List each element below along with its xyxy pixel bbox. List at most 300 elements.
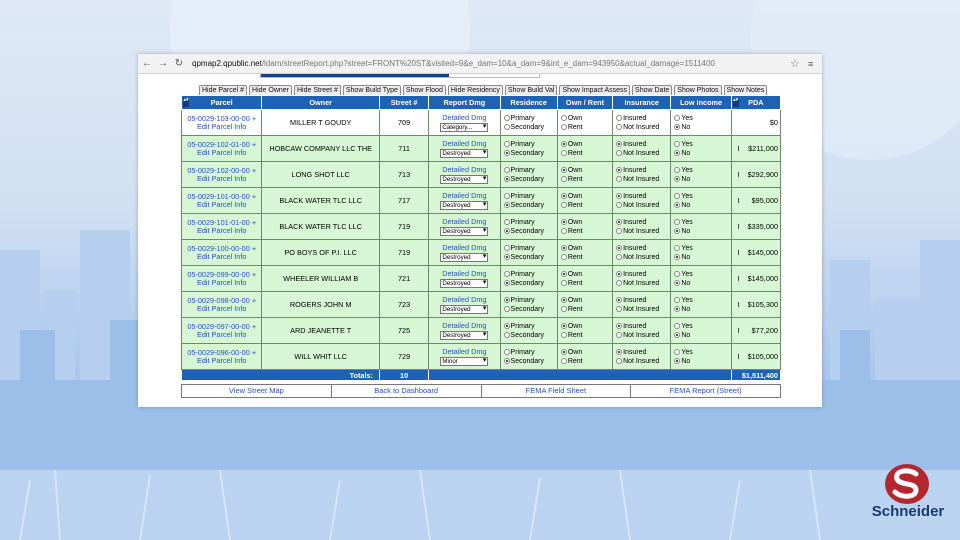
low-option[interactable]	[674, 114, 730, 123]
radio-button-icon[interactable]	[504, 332, 510, 338]
detailed-damage-link[interactable]: Detailed Dmg	[442, 113, 487, 122]
radio-button-icon[interactable]	[504, 280, 510, 286]
ins-option[interactable]	[616, 114, 670, 123]
radio-label: Primary	[510, 166, 535, 174]
radio-button-icon[interactable]	[561, 219, 567, 225]
parcel-cell	[182, 240, 262, 266]
radio-label: Primary	[510, 244, 535, 252]
own-radio-group	[557, 318, 612, 344]
res-option[interactable]	[504, 322, 557, 331]
radio-button-icon[interactable]	[561, 332, 567, 338]
radio-button-icon[interactable]	[561, 280, 567, 286]
detailed-damage-link[interactable]: Detailed Dmg	[442, 243, 487, 252]
radio-button-icon[interactable]	[504, 193, 510, 199]
radio-button-icon[interactable]	[561, 245, 567, 251]
low-option[interactable]	[674, 253, 730, 262]
radio-button-icon[interactable]	[674, 202, 680, 208]
pda-value: $292,900	[747, 170, 778, 179]
res-option[interactable]	[504, 201, 557, 210]
radio-button-icon[interactable]	[674, 176, 680, 182]
radio-button-icon[interactable]	[561, 306, 567, 312]
fema-report-link[interactable]: FEMA Report (Street)	[669, 386, 742, 395]
edit-parcel-link[interactable]: Edit Parcel Info	[196, 147, 247, 157]
res-option[interactable]	[504, 279, 557, 288]
low-option[interactable]	[674, 322, 730, 331]
damage-select[interactable]: Destroyed ▾	[440, 227, 488, 236]
street-number-cell: 721	[379, 266, 428, 292]
parcel-cell	[182, 318, 262, 344]
toggle-button-3[interactable]: Show Build Type	[343, 85, 401, 97]
totals-spacer	[429, 370, 731, 381]
ins-option[interactable]	[616, 279, 670, 288]
damage-select[interactable]: Minor ▾	[440, 357, 488, 366]
totals-row	[182, 370, 781, 381]
ins-option[interactable]	[616, 296, 670, 305]
detailed-damage-link[interactable]: Detailed Dmg	[442, 165, 487, 174]
res-option[interactable]	[504, 253, 557, 262]
parcel-number-link[interactable]: 05-0029-102-00-00 +	[187, 165, 257, 175]
parcel-number-link[interactable]: 05-0029-101-01-00 +	[187, 217, 257, 227]
ins-radio-group	[613, 344, 671, 370]
radio-button-icon[interactable]	[616, 228, 622, 234]
report-damage-cell	[429, 344, 500, 370]
radio-label: Yes	[681, 140, 693, 148]
res-option[interactable]	[504, 357, 557, 366]
radio-button-icon[interactable]	[674, 193, 680, 199]
parcel-number-link[interactable]: 05-0029-100-00-00 +	[187, 243, 257, 253]
radio-label: Secondary	[510, 279, 545, 287]
low-option[interactable]	[674, 192, 730, 201]
column-header-3[interactable]	[429, 96, 500, 110]
own-option[interactable]	[561, 296, 612, 305]
own-radio-group	[557, 266, 612, 292]
own-option[interactable]	[561, 357, 612, 366]
res-option[interactable]	[504, 166, 557, 175]
edit-parcel-link[interactable]: Edit Parcel Info	[196, 199, 247, 209]
parcel-number-link[interactable]: 05-0029-097-00-00 +	[187, 321, 257, 331]
radio-label: Rent	[567, 227, 583, 235]
low-option[interactable]	[674, 348, 730, 357]
radio-button-icon[interactable]	[504, 358, 510, 364]
res-option[interactable]	[504, 331, 557, 340]
radio-button-icon[interactable]	[504, 176, 510, 182]
pda-value: $77,200	[751, 326, 778, 335]
reload-icon[interactable]: ↻	[174, 58, 184, 69]
pda-value: $105,000	[747, 352, 778, 361]
radio-button-icon[interactable]	[561, 228, 567, 234]
res-option[interactable]	[504, 218, 557, 227]
column-header-label: Own / Rent	[565, 98, 605, 107]
detailed-damage-link[interactable]: Detailed Dmg	[442, 139, 487, 148]
radio-button-icon[interactable]	[504, 349, 510, 355]
toggle-button-1[interactable]: Hide Owner	[249, 85, 292, 97]
detailed-damage-link[interactable]: Detailed Dmg	[442, 217, 487, 226]
low-option[interactable]	[674, 270, 730, 279]
table-row	[182, 162, 781, 188]
radio-label: Primary	[510, 270, 535, 278]
pda-marker: I	[737, 352, 740, 361]
menu-icon[interactable]: ≡	[808, 58, 814, 69]
radio-button-icon[interactable]	[616, 219, 622, 225]
radio-button-icon[interactable]	[616, 297, 622, 303]
detailed-damage-link[interactable]: Detailed Dmg	[442, 269, 487, 278]
parcel-number-link[interactable]: 05-0029-103-00-00 +	[187, 113, 257, 123]
res-option[interactable]	[504, 175, 557, 184]
radio-button-icon[interactable]	[674, 323, 680, 329]
radio-button-icon[interactable]	[616, 176, 622, 182]
pda-cell	[731, 162, 780, 188]
ins-option[interactable]	[616, 331, 670, 340]
parcel-number-link[interactable]: 05-0029-099-00-00 +	[187, 269, 257, 279]
own-option[interactable]	[561, 270, 612, 279]
own-option[interactable]	[561, 253, 612, 262]
url-field[interactable]	[192, 59, 790, 68]
edit-parcel-link[interactable]: Edit Parcel Info	[196, 121, 247, 131]
radio-button-icon[interactable]	[674, 219, 680, 225]
low-option[interactable]	[674, 244, 730, 253]
table-row	[182, 292, 781, 318]
own-option[interactable]	[561, 227, 612, 236]
radio-label: No	[681, 175, 691, 183]
column-header-7[interactable]	[671, 96, 731, 110]
radio-button-icon[interactable]	[504, 141, 510, 147]
parcel-number-link[interactable]: 05-0029-101-00-00 +	[187, 191, 257, 201]
ins-radio-group	[613, 162, 671, 188]
radio-label: Primary	[510, 296, 535, 304]
radio-button-icon[interactable]	[561, 254, 567, 260]
radio-label: Rent	[567, 253, 583, 261]
own-option[interactable]	[561, 192, 612, 201]
radio-button-icon[interactable]	[616, 124, 622, 130]
radio-button-icon[interactable]	[561, 297, 567, 303]
own-option[interactable]	[561, 166, 612, 175]
radio-button-icon[interactable]	[561, 193, 567, 199]
ins-option[interactable]	[616, 348, 670, 357]
toggle-button-4[interactable]: Show Flood	[403, 85, 446, 97]
res-option[interactable]	[504, 348, 557, 357]
radio-button-icon[interactable]	[561, 271, 567, 277]
street-number-cell: 729	[379, 344, 428, 370]
radio-label: Yes	[681, 244, 693, 252]
res-option[interactable]	[504, 244, 557, 253]
edit-parcel-link[interactable]: Edit Parcel Info	[196, 329, 247, 339]
ins-option[interactable]	[616, 227, 670, 236]
back-icon[interactable]: ←	[142, 58, 152, 69]
parcel-cell	[182, 110, 262, 136]
pda-value: $105,300	[747, 300, 778, 309]
ins-option[interactable]	[616, 218, 670, 227]
radio-button-icon[interactable]	[616, 349, 622, 355]
res-option[interactable]	[504, 114, 557, 123]
sort-arrows-icon[interactable]: ▴▾	[183, 98, 189, 107]
column-header-4[interactable]	[500, 96, 557, 110]
damage-select[interactable]: Destroyed ▾	[440, 175, 488, 184]
radio-button-icon[interactable]	[674, 349, 680, 355]
report-damage-cell	[429, 292, 500, 318]
radio-button-icon[interactable]	[561, 358, 567, 364]
own-option[interactable]	[561, 244, 612, 253]
res-option[interactable]	[504, 270, 557, 279]
report-damage-cell	[429, 188, 500, 214]
radio-label: Primary	[510, 140, 535, 148]
own-option[interactable]	[561, 140, 612, 149]
toggle-button-5[interactable]: Hide Residency	[448, 85, 503, 97]
radio-button-icon[interactable]	[561, 176, 567, 182]
street-number-cell: 719	[379, 214, 428, 240]
radio-button-icon[interactable]	[504, 202, 510, 208]
res-option[interactable]	[504, 305, 557, 314]
res-option[interactable]	[504, 149, 557, 158]
radio-button-icon[interactable]	[674, 271, 680, 277]
ins-option[interactable]	[616, 201, 670, 210]
column-header-5[interactable]	[557, 96, 612, 110]
detailed-damage-link[interactable]: Detailed Dmg	[442, 191, 487, 200]
own-option[interactable]	[561, 305, 612, 314]
damage-select[interactable]: Category... ▾	[440, 123, 488, 132]
low-option[interactable]	[674, 201, 730, 210]
radio-button-icon[interactable]	[504, 150, 510, 156]
ins-option[interactable]	[616, 270, 670, 279]
radio-button-icon[interactable]	[616, 245, 622, 251]
radio-button-icon[interactable]	[616, 193, 622, 199]
radio-button-icon[interactable]	[561, 115, 567, 121]
own-option[interactable]	[561, 114, 612, 123]
radio-button-icon[interactable]	[561, 323, 567, 329]
low-option[interactable]	[674, 175, 730, 184]
pda-value: $145,000	[747, 248, 778, 257]
radio-button-icon[interactable]	[616, 254, 622, 260]
ins-option[interactable]	[616, 166, 670, 175]
low-option[interactable]	[674, 140, 730, 149]
res-radio-group	[500, 318, 557, 344]
detailed-damage-link[interactable]: Detailed Dmg	[442, 321, 487, 330]
detailed-damage-link[interactable]: Detailed Dmg	[442, 295, 487, 304]
radio-button-icon[interactable]	[561, 349, 567, 355]
own-radio-group	[557, 344, 612, 370]
pda-cell	[731, 344, 780, 370]
radio-button-icon[interactable]	[616, 358, 622, 364]
parcel-number-link[interactable]: 05-0029-102-01-00 +	[187, 139, 257, 149]
radio-button-icon[interactable]	[504, 323, 510, 329]
column-header-label: Low Income	[679, 98, 723, 107]
street-number-cell: 711	[379, 136, 428, 162]
low-radio-group	[671, 266, 731, 292]
radio-button-icon[interactable]	[616, 280, 622, 286]
radio-label: Not Insured	[623, 149, 660, 157]
ins-radio-group	[613, 240, 671, 266]
radio-button-icon[interactable]	[674, 124, 680, 130]
column-header-2[interactable]	[379, 96, 428, 110]
view-street-map-link[interactable]: View Street Map	[182, 385, 332, 397]
column-header-1[interactable]	[262, 96, 380, 110]
ins-option[interactable]	[616, 244, 670, 253]
edit-parcel-link[interactable]: Edit Parcel Info	[196, 303, 247, 313]
own-option[interactable]	[561, 279, 612, 288]
radio-button-icon[interactable]	[504, 297, 510, 303]
ins-option[interactable]	[616, 140, 670, 149]
low-option[interactable]	[674, 357, 730, 366]
res-option[interactable]	[504, 123, 557, 132]
report-damage-cell	[429, 266, 500, 292]
damage-select[interactable]: Destroyed ▾	[440, 279, 488, 288]
radio-button-icon[interactable]	[674, 254, 680, 260]
column-header-8[interactable]	[731, 96, 780, 110]
radio-button-icon[interactable]	[674, 167, 680, 173]
toggle-button-9[interactable]: Show Photos	[674, 85, 721, 97]
toggle-button-8[interactable]: Show Date	[632, 85, 672, 97]
own-option[interactable]	[561, 123, 612, 132]
radio-button-icon[interactable]	[504, 124, 510, 130]
radio-button-icon[interactable]	[504, 167, 510, 173]
column-header-label: Residence	[510, 98, 547, 107]
own-option[interactable]	[561, 331, 612, 340]
edit-parcel-link[interactable]: Edit Parcel Info	[196, 355, 247, 365]
own-option[interactable]	[561, 149, 612, 158]
damage-select[interactable]: Destroyed ▾	[440, 201, 488, 210]
radio-button-icon[interactable]	[616, 202, 622, 208]
radio-label: Own	[567, 218, 583, 226]
damage-select[interactable]: Destroyed ▾	[440, 149, 488, 158]
radio-button-icon[interactable]	[674, 150, 680, 156]
pda-value: $95,000	[751, 196, 778, 205]
edit-parcel-link[interactable]: Edit Parcel Info	[196, 277, 247, 287]
ins-option[interactable]	[616, 322, 670, 331]
report-damage-cell	[429, 214, 500, 240]
low-option[interactable]	[674, 279, 730, 288]
damage-select[interactable]: Destroyed ▾	[440, 305, 488, 314]
pda-cell	[731, 318, 780, 344]
radio-button-icon[interactable]	[616, 306, 622, 312]
detailed-damage-link[interactable]: Detailed Dmg	[442, 347, 487, 356]
radio-button-icon[interactable]	[561, 141, 567, 147]
low-option[interactable]	[674, 227, 730, 236]
radio-button-icon[interactable]	[616, 332, 622, 338]
radio-button-icon[interactable]	[504, 219, 510, 225]
own-option[interactable]	[561, 201, 612, 210]
edit-parcel-link[interactable]: Edit Parcel Info	[196, 251, 247, 261]
toggle-button-2[interactable]: Hide Street #	[294, 85, 341, 97]
pda-cell	[731, 240, 780, 266]
pda-value: $0	[769, 118, 778, 127]
radio-button-icon[interactable]	[674, 228, 680, 234]
ins-option[interactable]	[616, 149, 670, 158]
ins-option[interactable]	[616, 357, 670, 366]
ins-option[interactable]	[616, 253, 670, 262]
toggle-button-0[interactable]: Hide Parcel #	[199, 85, 247, 97]
radio-button-icon[interactable]	[674, 245, 680, 251]
low-option[interactable]	[674, 331, 730, 340]
low-option[interactable]	[674, 305, 730, 314]
res-option[interactable]	[504, 227, 557, 236]
edit-parcel-link[interactable]: Edit Parcel Info	[196, 173, 247, 183]
low-option[interactable]	[674, 218, 730, 227]
radio-button-icon[interactable]	[674, 358, 680, 364]
edit-parcel-link[interactable]: Edit Parcel Info	[196, 225, 247, 235]
toggle-button-6[interactable]: Show Build Val	[505, 85, 558, 97]
radio-button-icon[interactable]	[504, 306, 510, 312]
pda-value: $211,000	[748, 144, 778, 153]
radio-label: Secondary	[510, 357, 545, 365]
toggle-button-7[interactable]: Show Impact Assess	[559, 85, 630, 97]
radio-button-icon[interactable]	[561, 150, 567, 156]
toggle-button-10[interactable]: Show Notes	[724, 85, 768, 97]
radio-button-icon[interactable]	[504, 245, 510, 251]
radio-button-icon[interactable]	[504, 271, 510, 277]
ins-option[interactable]	[616, 305, 670, 314]
radio-button-icon[interactable]	[561, 202, 567, 208]
parcel-number-link[interactable]: 05-0029-098-00-00 +	[187, 295, 257, 305]
low-option[interactable]	[674, 149, 730, 158]
radio-label: Insured	[623, 218, 647, 226]
radio-label: Not Insured	[623, 305, 660, 313]
radio-label: No	[681, 279, 691, 287]
own-option[interactable]	[561, 218, 612, 227]
radio-button-icon[interactable]	[616, 115, 622, 121]
column-header-0[interactable]	[182, 96, 262, 110]
parcel-number-link[interactable]: 05-0029-096-00-00 +	[187, 347, 257, 357]
parcel-cell	[182, 292, 262, 318]
radio-button-icon[interactable]	[616, 150, 622, 156]
ins-option[interactable]	[616, 123, 670, 132]
low-option[interactable]	[674, 166, 730, 175]
damage-select[interactable]: Destroyed ▾	[440, 331, 488, 340]
street-number-cell: 725	[379, 318, 428, 344]
ins-option[interactable]	[616, 175, 670, 184]
radio-button-icon[interactable]	[616, 167, 622, 173]
back-to-dashboard-link[interactable]: Back to Dashboard	[332, 385, 482, 397]
forward-icon[interactable]: →	[158, 58, 168, 69]
table-row	[182, 188, 781, 214]
radio-label: Own	[567, 270, 583, 278]
radio-button-icon[interactable]	[674, 141, 680, 147]
radio-button-icon[interactable]	[674, 280, 680, 286]
own-option[interactable]	[561, 348, 612, 357]
fema-field-sheet-link[interactable]: FEMA Field Sheet	[482, 385, 632, 397]
radio-button-icon[interactable]	[561, 167, 567, 173]
radio-button-icon[interactable]	[674, 332, 680, 338]
own-radio-group	[557, 110, 612, 136]
table-row	[182, 240, 781, 266]
res-option[interactable]	[504, 140, 557, 149]
ins-option[interactable]	[616, 192, 670, 201]
radio-label: Secondary	[510, 253, 545, 261]
radio-button-icon[interactable]	[504, 228, 510, 234]
column-header-6[interactable]	[613, 96, 671, 110]
low-option[interactable]	[674, 296, 730, 305]
radio-button-icon[interactable]	[616, 271, 622, 277]
radio-button-icon[interactable]	[616, 323, 622, 329]
radio-button-icon[interactable]	[674, 115, 680, 121]
radio-button-icon[interactable]	[504, 254, 510, 260]
radio-button-icon[interactable]	[561, 124, 567, 130]
radio-button-icon[interactable]	[674, 306, 680, 312]
bookmark-star-icon[interactable]: ☆	[790, 58, 800, 70]
res-option[interactable]	[504, 296, 557, 305]
own-option[interactable]	[561, 175, 612, 184]
radio-button-icon[interactable]	[616, 141, 622, 147]
own-radio-group	[557, 292, 612, 318]
sort-arrows-icon[interactable]: ▴▾	[733, 98, 739, 107]
own-option[interactable]	[561, 322, 612, 331]
res-option[interactable]	[504, 192, 557, 201]
radio-label: Not Insured	[623, 331, 660, 339]
radio-button-icon[interactable]	[504, 115, 510, 121]
low-option[interactable]	[674, 123, 730, 132]
table-row	[182, 318, 781, 344]
ins-radio-group	[613, 188, 671, 214]
damage-select[interactable]: Destroyed ▾	[440, 253, 488, 262]
radio-button-icon[interactable]	[674, 297, 680, 303]
